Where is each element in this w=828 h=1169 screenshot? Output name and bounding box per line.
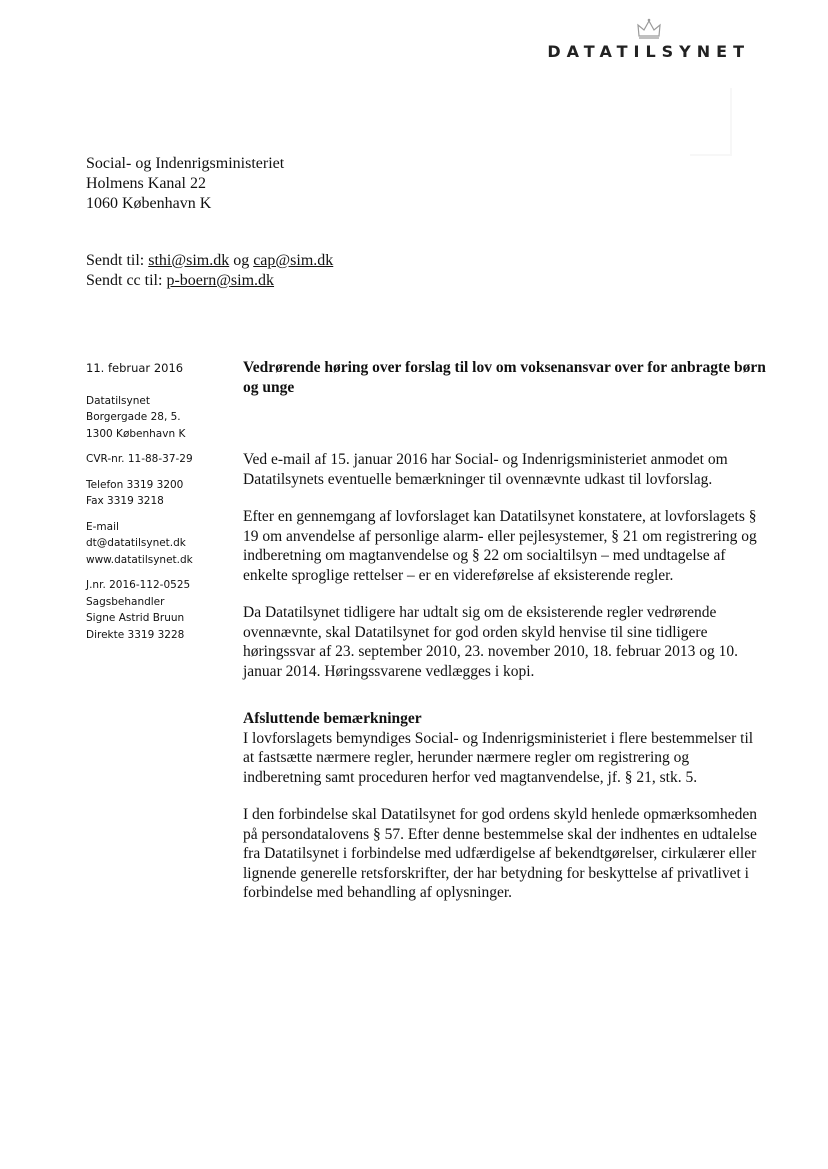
sidebar-info bbox=[86, 360, 236, 652]
email-link-cap[interactable]: cap@sim.dk bbox=[253, 252, 334, 269]
email-label: E-mail bbox=[86, 520, 119, 533]
sender-street: Borgergade 28, 5. bbox=[86, 411, 181, 423]
recipient-line: 1060 København K bbox=[86, 195, 212, 212]
sender-name: Datatilsynet bbox=[86, 394, 150, 407]
sent-to-line bbox=[86, 251, 333, 271]
letter-body bbox=[243, 358, 768, 921]
recipient-line: Holmens Kanal 22 bbox=[86, 175, 206, 192]
sent-cc-line bbox=[86, 271, 333, 291]
fax-number: Fax 3319 3218 bbox=[86, 495, 164, 507]
sent-to-joiner: og bbox=[229, 252, 254, 269]
sender-address bbox=[86, 393, 236, 443]
phone-number: Telefon 3319 3200 bbox=[86, 478, 184, 491]
journal-number: J.nr. 2016-112-0525 bbox=[86, 579, 191, 591]
case-block bbox=[86, 577, 236, 643]
sender-city: 1300 København K bbox=[86, 427, 186, 440]
handler-name: Signe Astrid Bruun bbox=[86, 612, 185, 624]
paragraph: Da Datatilsynet tidligere har udtalt sig om de eksisterende regler vedrørende ovennævnte, skal Datatilsynet for god orden skyld henvise til sine tidligere høringssvar af 23. september 2010, 23. november 2010, 18. februar 2013 og 10. januar 2014. Høringssvarene vedlægges i kopi. bbox=[243, 604, 739, 680]
letter-subject: Vedrørende høring over forslag til lov om voksenansvar over for anbragte børn og unge bbox=[243, 359, 766, 396]
paragraph: Efter en gennemgang af lovforslaget kan Datatilsynet konstatere, at lovforslagets § 19 om anvendelse af personlige alarm- eller pejlesystemer, § 21 om registrering og indberetning om magtanvendelse og § 22 om socialtilsyn – med undtagelse af enkelte sproglige rettelser – er en videreførelse af eksisterende regler. bbox=[243, 508, 757, 584]
phone-block bbox=[86, 477, 236, 510]
direct-phone: Direkte 3319 3228 bbox=[86, 628, 185, 641]
email-link-sthi[interactable]: sthi@sim.dk bbox=[148, 252, 230, 269]
paragraph: I den forbindelse skal Datatilsynet for god ordens skyld henlede opmærksomheden på persondatalovens § 57. Efter denne bestemmelse skal der indhentes en udtalelse fra Datatilsynet i forbindelse med udfærdigelse af bekendtgørelser, cirkulærer eller lignende generelle retsforskrifter, der har betydning for beskyttelse af privatlivet i forbindelse med behandling af oplysninger. bbox=[243, 806, 757, 901]
paragraph: Ved e-mail af 15. januar 2016 har Social- og Indenrigsministeriet anmodet om Datatilsynets eventuelle bemærkninger til ovennævnte udkast til lovforslag. bbox=[243, 451, 728, 488]
paragraph: I lovforslagets bemyndiges Social- og Indenrigsministeriet i flere bestemmelser til at fastsætte nærmere regler, herunder nærmere regler om registrering og indberetning samt proceduren herfor ved magtanvendelse, jf. § 21, stk. 5. bbox=[243, 729, 754, 786]
sent-to-label: Sendt til: bbox=[86, 252, 149, 269]
sent-to-block bbox=[86, 251, 333, 291]
contact-block bbox=[86, 519, 236, 569]
recipient-line: Social- og Indenrigsministeriet bbox=[86, 155, 285, 172]
email-link-cc[interactable]: p-boern@sim.dk bbox=[166, 272, 275, 289]
cvr-number: CVR-nr. 11-88-37-29 bbox=[86, 453, 193, 465]
faint-watermark-mark bbox=[690, 88, 732, 156]
letterhead-logo bbox=[547, 18, 750, 61]
letter-date: 11. februar 2016 bbox=[86, 361, 184, 375]
recipient-address bbox=[86, 154, 284, 214]
logo-text: DATATILSYNET bbox=[547, 42, 750, 61]
section-heading: Afsluttende bemærkninger bbox=[243, 710, 422, 727]
sent-cc-label: Sendt cc til: bbox=[86, 272, 167, 289]
crown-icon bbox=[636, 18, 662, 40]
sender-website: www.datatilsynet.dk bbox=[86, 553, 193, 566]
sender-email: dt@datatilsynet.dk bbox=[86, 537, 186, 549]
handler-label: Sagsbehandler bbox=[86, 595, 165, 608]
